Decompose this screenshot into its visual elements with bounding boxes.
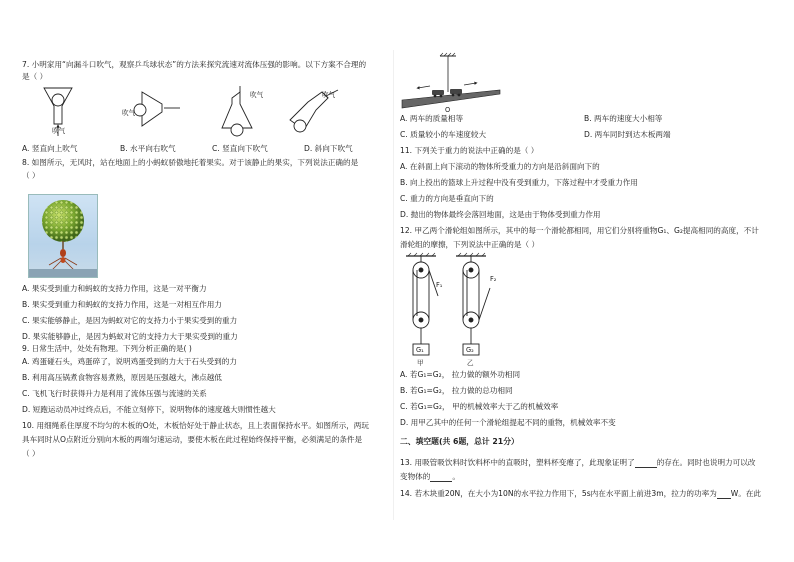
q12-stem-line1: 12. 甲乙两个滑轮组如图所示，其中的每一个滑轮都相同，用它们分别将重物G₁、G₂提高相同的高度，不计 (400, 226, 759, 235)
q12-f2-label: F₂ (490, 275, 497, 283)
q9-option-c: C. 飞机飞行时获得升力是利用了流体压强与流速的关系 (22, 389, 207, 398)
section-fill-in-title: 二、填空题(共 6题，总计 21分） (400, 437, 519, 446)
right-column (400, 0, 772, 562)
q13-line1 (400, 458, 755, 468)
q13-line2 (400, 472, 460, 482)
q10-stem-line1: 10. 用细绳系住厚度不均匀的木板的O处，木板恰好处于静止状态，且上表面保持水平。如图所示，两玩 (22, 421, 369, 430)
q10-option-a: A. 两车的质量相等 (400, 114, 464, 123)
q7-stem-line1: 7. 小明家用“向漏斗口吹气，观察乒乓球状态”的方法来探究流速对流体压强的影响。以下方案不合理的 (22, 60, 367, 69)
q10-option-c: C. 质量较小的车速度较大 (400, 130, 487, 139)
q10-option-b: B. 两车的速度大小相等 (584, 114, 663, 123)
q9-option-b: B. 利用高压锅煮食物容易煮熟，原因是压强越大，沸点越低 (22, 373, 222, 382)
column-divider (393, 50, 394, 520)
q9-option-a: A. 鸡蛋碰石头，鸡蛋碎了，说明鸡蛋受到的力大于石头受到的力 (22, 357, 237, 366)
q8-option-c: C. 果实能够静止，是因为蚂蚁对它的支持力小于果实受到的重力 (22, 316, 238, 325)
q12-option-b: B. 若G₁=G₂， 拉力做的总功相同 (400, 386, 513, 395)
q8-option-d: D. 果实能够静止，是因为蚂蚁对它的支持力大于果实受到的重力 (22, 332, 238, 341)
q14-blank-1[interactable] (717, 490, 731, 499)
q7-option-b: B. 水平向右吹气 (120, 144, 176, 153)
q7-fig-b-label: 吹气 (122, 109, 136, 117)
q11-option-d: D. 抛出的物体最终会落回地面，这是由于物体受到重力作用 (400, 210, 601, 219)
q10-option-d: D. 两车同时到达木板两端 (584, 130, 671, 139)
q7-figures (22, 84, 394, 140)
q11-option-a: A. 在斜面上向下滚动的物体所受重力的方向是沿斜面向下的 (400, 162, 600, 171)
q14-line1 (400, 489, 761, 499)
q12-option-a: A. 若G₁=G₂， 拉力做的额外功相同 (400, 370, 521, 379)
q7-fig-c-label: 吹气 (250, 91, 264, 99)
q7-fig-a-label: 吹气 (52, 127, 66, 135)
left-column (22, 0, 394, 562)
q8-option-b: B. 果实受到重力和蚂蚁的支持力作用，这是一对相互作用力 (22, 300, 222, 309)
q7-fig-d-label: 吹气 (322, 91, 336, 99)
q13-blank-1[interactable] (635, 459, 657, 468)
q9-stem: 9. 日常生活中，处处有物理。下列分析正确的是( ) (22, 344, 192, 353)
q14-text-b: W。在此 (730, 489, 762, 498)
q8-stem-line1: 8. 如图所示，无风时，站在地面上的小蚂蚁骄傲地托着果实。对于该静止的果实，下列说法正确的是 (22, 158, 359, 167)
q11-stem: 11. 下列关于重力的说法中正确的是（ ） (400, 146, 539, 155)
q10-balance-figure (400, 52, 520, 112)
q13-blank-2[interactable] (430, 473, 452, 482)
q8-stem-line2: （ ） (22, 171, 40, 180)
q11-option-c: C. 重力的方向是垂直向下的 (400, 194, 494, 203)
q13-text-a: 13. 用吸管吸饮料时饮料杯中的直吸时，塑料杯变瘪了，此现象证明了 (400, 458, 635, 467)
q12-g1-label: G₁ (416, 346, 424, 354)
q12-g2-label: G₂ (466, 346, 474, 354)
q7-option-d: D. 斜向下吹气 (304, 144, 353, 153)
q12-jia-label: 甲 (417, 359, 424, 367)
ant-fruit-photo (28, 194, 98, 278)
q14-text-a: 14. 若木块重20N，在大小为10N的水平拉力作用下，5s内在水平面上前进3m，拉力的功率为 (400, 489, 717, 498)
q12-option-c: C. 若G₁=G₂， 甲的机械效率大于乙的机械效率 (400, 402, 559, 411)
q10-stem-line3: （ ） (22, 449, 40, 458)
q7-option-a: A. 竖直向上吹气 (22, 144, 78, 153)
q7-stem-line2: 是（ ） (22, 72, 48, 81)
q13-text-b: 的存在。同时也说明力可以改 (656, 458, 756, 467)
q12-f1-label: F₁ (436, 281, 443, 289)
q9-option-d: D. 短跑运动员冲过终点后，不能立刻停下，说明物体的速度越大则惯性越大 (22, 405, 276, 414)
q10-stem-line2: 具车同时从O点附近分别向木板的两端匀速运动，要使木板在此过程始终保持平衡，必须满足的条件是 (22, 435, 363, 444)
q12-option-d: D. 用甲乙其中的任何一个滑轮组提起不同的重物，机械效率不变 (400, 418, 616, 427)
q12-stem-line2: 滑轮组的摩擦，下列说法中正确的是（ ） (400, 240, 540, 249)
q7-option-c: C. 竖直向下吹气 (212, 144, 268, 153)
q11-option-b: B. 向上投出的篮球上升过程中没有受到重力，下落过程中才受重力作用 (400, 178, 638, 187)
q12-yi-label: 乙 (467, 359, 474, 367)
q13-text-c: 变物体的 (400, 472, 431, 481)
q13-text-d: 。 (452, 472, 460, 481)
q10-pivot-label: O (445, 106, 451, 114)
q8-option-a: A. 果实受到重力和蚂蚁的支持力作用，这是一对平衡力 (22, 284, 207, 293)
